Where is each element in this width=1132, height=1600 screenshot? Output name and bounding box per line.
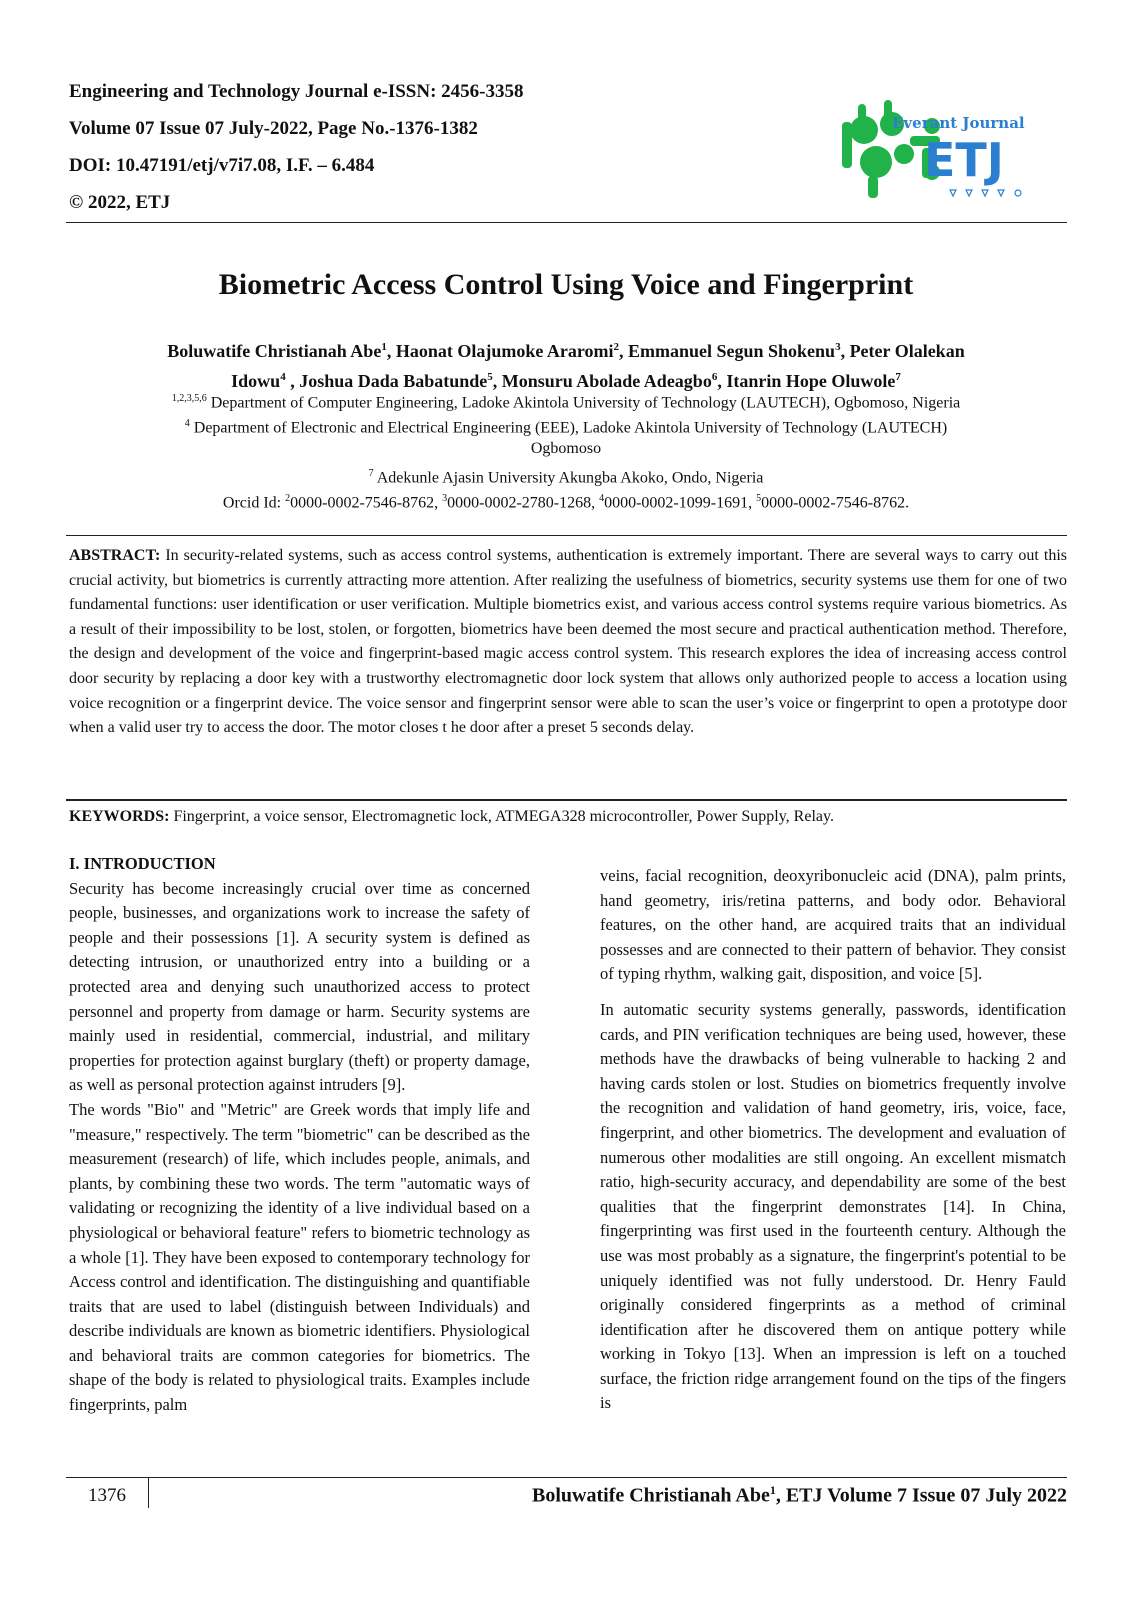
intro-paragraph-2: The words "Bio" and "Metric" are Greek words that imply life and "measure," respectively. The term "biometric" can be described as the measurement (research) of life, which includes people, animals, and plants, by combining these two words. The term "automatic ways of validating or recognizing the identity of a live individual based on a physiological or behavioral feature" refers to biometric technology as a whole [1]. They have been exposed to contemporary technology for Access control and identification. The distinguishing and quantifiable traits that are used to label (distinguish between Individuals) and describe individuals are known as biometric identifiers. Physiological and behavioral traits are common categories for biometrics. The shape of the body is related to physiological traits. Examples include fingerprints, palm <box>69 1099 530 1415</box>
footer-divider <box>148 1478 149 1508</box>
intro-paragraph-3: veins, facial recognition, deoxyribonucleic acid (DNA), palm prints, hand geometry, iris/retina patterns, and body odor. Behavioral features, on the other hand, are acquired traits that an individual possesses and are connected to their pattern of behavior. They consist of typing rhythm, walking gait, disposition, and voice [5]. <box>600 866 1066 984</box>
intro-paragraph-4: In automatic security systems generally, passwords, identification cards, and PIN verification techniques are being used, however, these methods have the drawbacks of being vulnerable to hacking 2 and having cards stolen or lost. Studies on biometrics frequently involve the recognition and validation of hand geometry, iris, voice, face, fingerprint, and other biometrics. The development and evaluation of numerous other modalities are still ongoing. An excellent mismatch ratio, high-security accuracy, and dependability are some of the best qualities that the fingerprint demonstrates [14]. In China, fingerprinting was first used in the fourteenth century. Although the use was most probably as a signature, the fingerprint's potential to be uniquely identified was not fully understood. Dr. Henry Fauld originally considered fingerprints as a method of criminal identification after he discovered them on antique pottery while working in Tokyo [13]. When an impression is left on a touched surface, the friction ridge arrangement found on the tips of the fingers is <box>600 999 1066 1413</box>
logo-main-text: ETJ <box>924 133 1004 187</box>
author-7: , Itanrin Hope Oluwole <box>717 371 896 391</box>
footer-journal: , ETJ Volume 7 Issue 07 July 2022 <box>775 1484 1067 1507</box>
orcid-id: 0000-0002-1099-1691, <box>604 494 757 512</box>
intro-paragraph-1: Security has become increasingly crucial over time as concerned people, businesses, and organizations work to increase the safety of people and their possessions [1]. A security system is defined as detecting intrusion, or unauthorized entry into a building or a protected area and denying such unauthorized access to protect personnel and property from damage or harm. Security systems are mainly used in residential, commercial, industrial, and military properties for protection against burglary (theft) or property damage, as well as personal protection against intruders [9]. <box>69 878 530 1095</box>
footer-citation <box>532 1483 1067 1508</box>
doi: DOI: 10.47191/etj/v7i7.08, I.F. – 6.484 <box>69 155 375 176</box>
orcid-sup: 5 <box>756 493 762 504</box>
orcid-id: 0000-0002-2780-1268, <box>447 494 600 512</box>
author-4-cont: Idowu <box>231 371 281 391</box>
author-sup: 4 <box>280 371 286 383</box>
keywords-label: KEYWORDS: <box>69 808 170 825</box>
abstract-top-rule <box>66 535 1067 536</box>
footer-sup: 1 <box>769 1483 776 1497</box>
etj-logo <box>832 92 1044 202</box>
journal-name: Engineering and Technology Journal e-ISSN: 2456-3358 <box>69 81 524 102</box>
page-number: 1376 <box>88 1485 126 1506</box>
section-heading: I. INTRODUCTION <box>69 854 216 873</box>
author-sup: 6 <box>711 371 718 383</box>
abstract-label: ABSTRACT: <box>69 547 161 564</box>
author-6: , Monsuru Abolade Adeagbo <box>492 371 712 391</box>
volume-issue: Volume 07 Issue 07 July-2022, Page No.-1376-1382 <box>69 118 478 139</box>
orcid-prefix: Orcid Id: <box>222 494 286 512</box>
abstract-text: In security-related systems, such as access control systems, authentication is extremely important. There are several ways to carry out this crucial activity, but biometrics is currently attracting more attention. After realizing the usefulness of biometrics, security systems use them for one of two fundamental functions: user identification or user verification. Multiple biometrics exist, and various access control systems require various biometrics. As a result of their impossibility to be lost, stolen, or forgotten, biometrics have been deemed the most secure and practical authentication method. Therefore, the design and development of the voice and fingerprint-based magic access control system. This research explores the idea of increasing access control door security by replacing a door key with a trustworthy electromagnetic door lock system that allows only authorized people to access a location using voice recognition or a fingerprint device. The voice sensor and fingerprint sensor were able to scan the user’s voice or fingerprint to open a prototype door when a valid user try to access the door. The motor closes t he door after a preset 5 seconds delay. <box>69 547 1067 737</box>
author-3: , Emmanuel Segun Shokenu <box>618 341 836 361</box>
aff-sup: 4 <box>184 418 190 429</box>
aff-text: Department of Electronic and Electrical Engineering (EEE), Ladoke Akintola University of Technology (LAUTECH) <box>189 419 948 437</box>
author-sup: 7 <box>895 371 901 383</box>
keywords-text: Fingerprint, a voice sensor, Electromagnetic lock, ATMEGA328 microcontroller, Power Supply, Relay. <box>169 808 834 825</box>
affiliation-2-cont: Ogbomoso <box>530 440 602 457</box>
author-sup: 5 <box>487 371 493 383</box>
orcid-sup: 4 <box>599 493 605 504</box>
author-5: , Joshua Dada Babatunde <box>285 371 488 391</box>
author-4: , Peter Olalekan <box>840 341 965 361</box>
right-column <box>600 864 1066 1416</box>
aff-text: Department of Computer Engineering, Ladoke Akintola University of Technology (LAUTECH), Ogbomoso, Nigeria <box>206 394 961 412</box>
abstract <box>69 544 1067 741</box>
left-column <box>69 852 530 1418</box>
orcid-id: 0000-0002-7546-8762, <box>290 494 443 512</box>
header-rule <box>66 222 1067 223</box>
footer-author: Boluwatife Christianah Abe <box>532 1484 770 1507</box>
author-list <box>80 334 1052 394</box>
author-sup: 3 <box>835 341 841 353</box>
orcid-sup: 2 <box>285 493 291 504</box>
aff-text: Adekunle Ajasin University Akungba Akoko, Ondo, Nigeria <box>373 469 764 487</box>
aff-sup: 7 <box>368 468 374 479</box>
logo-top-text: Everant Journal <box>892 114 1025 132</box>
keywords <box>69 806 1067 828</box>
orcid-sup: 3 <box>442 493 448 504</box>
paper-title: Biometric Access Control Using Voice and Fingerprint <box>218 268 914 301</box>
orcid-id: 0000-0002-7546-8762. <box>761 494 910 512</box>
author-1: Boluwatife Christianah Abe <box>167 341 382 361</box>
logo-graphic <box>832 92 1044 202</box>
author-sup: 1 <box>381 341 387 353</box>
copyright: © 2022, ETJ <box>69 192 171 213</box>
author-2: , Haonat Olajumoke Araromi <box>386 341 614 361</box>
keywords-rule <box>66 799 1067 801</box>
aff-sup: 1,2,3,5,6 <box>171 393 207 404</box>
footer-rule <box>66 1477 1067 1478</box>
author-sup: 2 <box>613 341 619 353</box>
orcid-line <box>80 487 1052 515</box>
